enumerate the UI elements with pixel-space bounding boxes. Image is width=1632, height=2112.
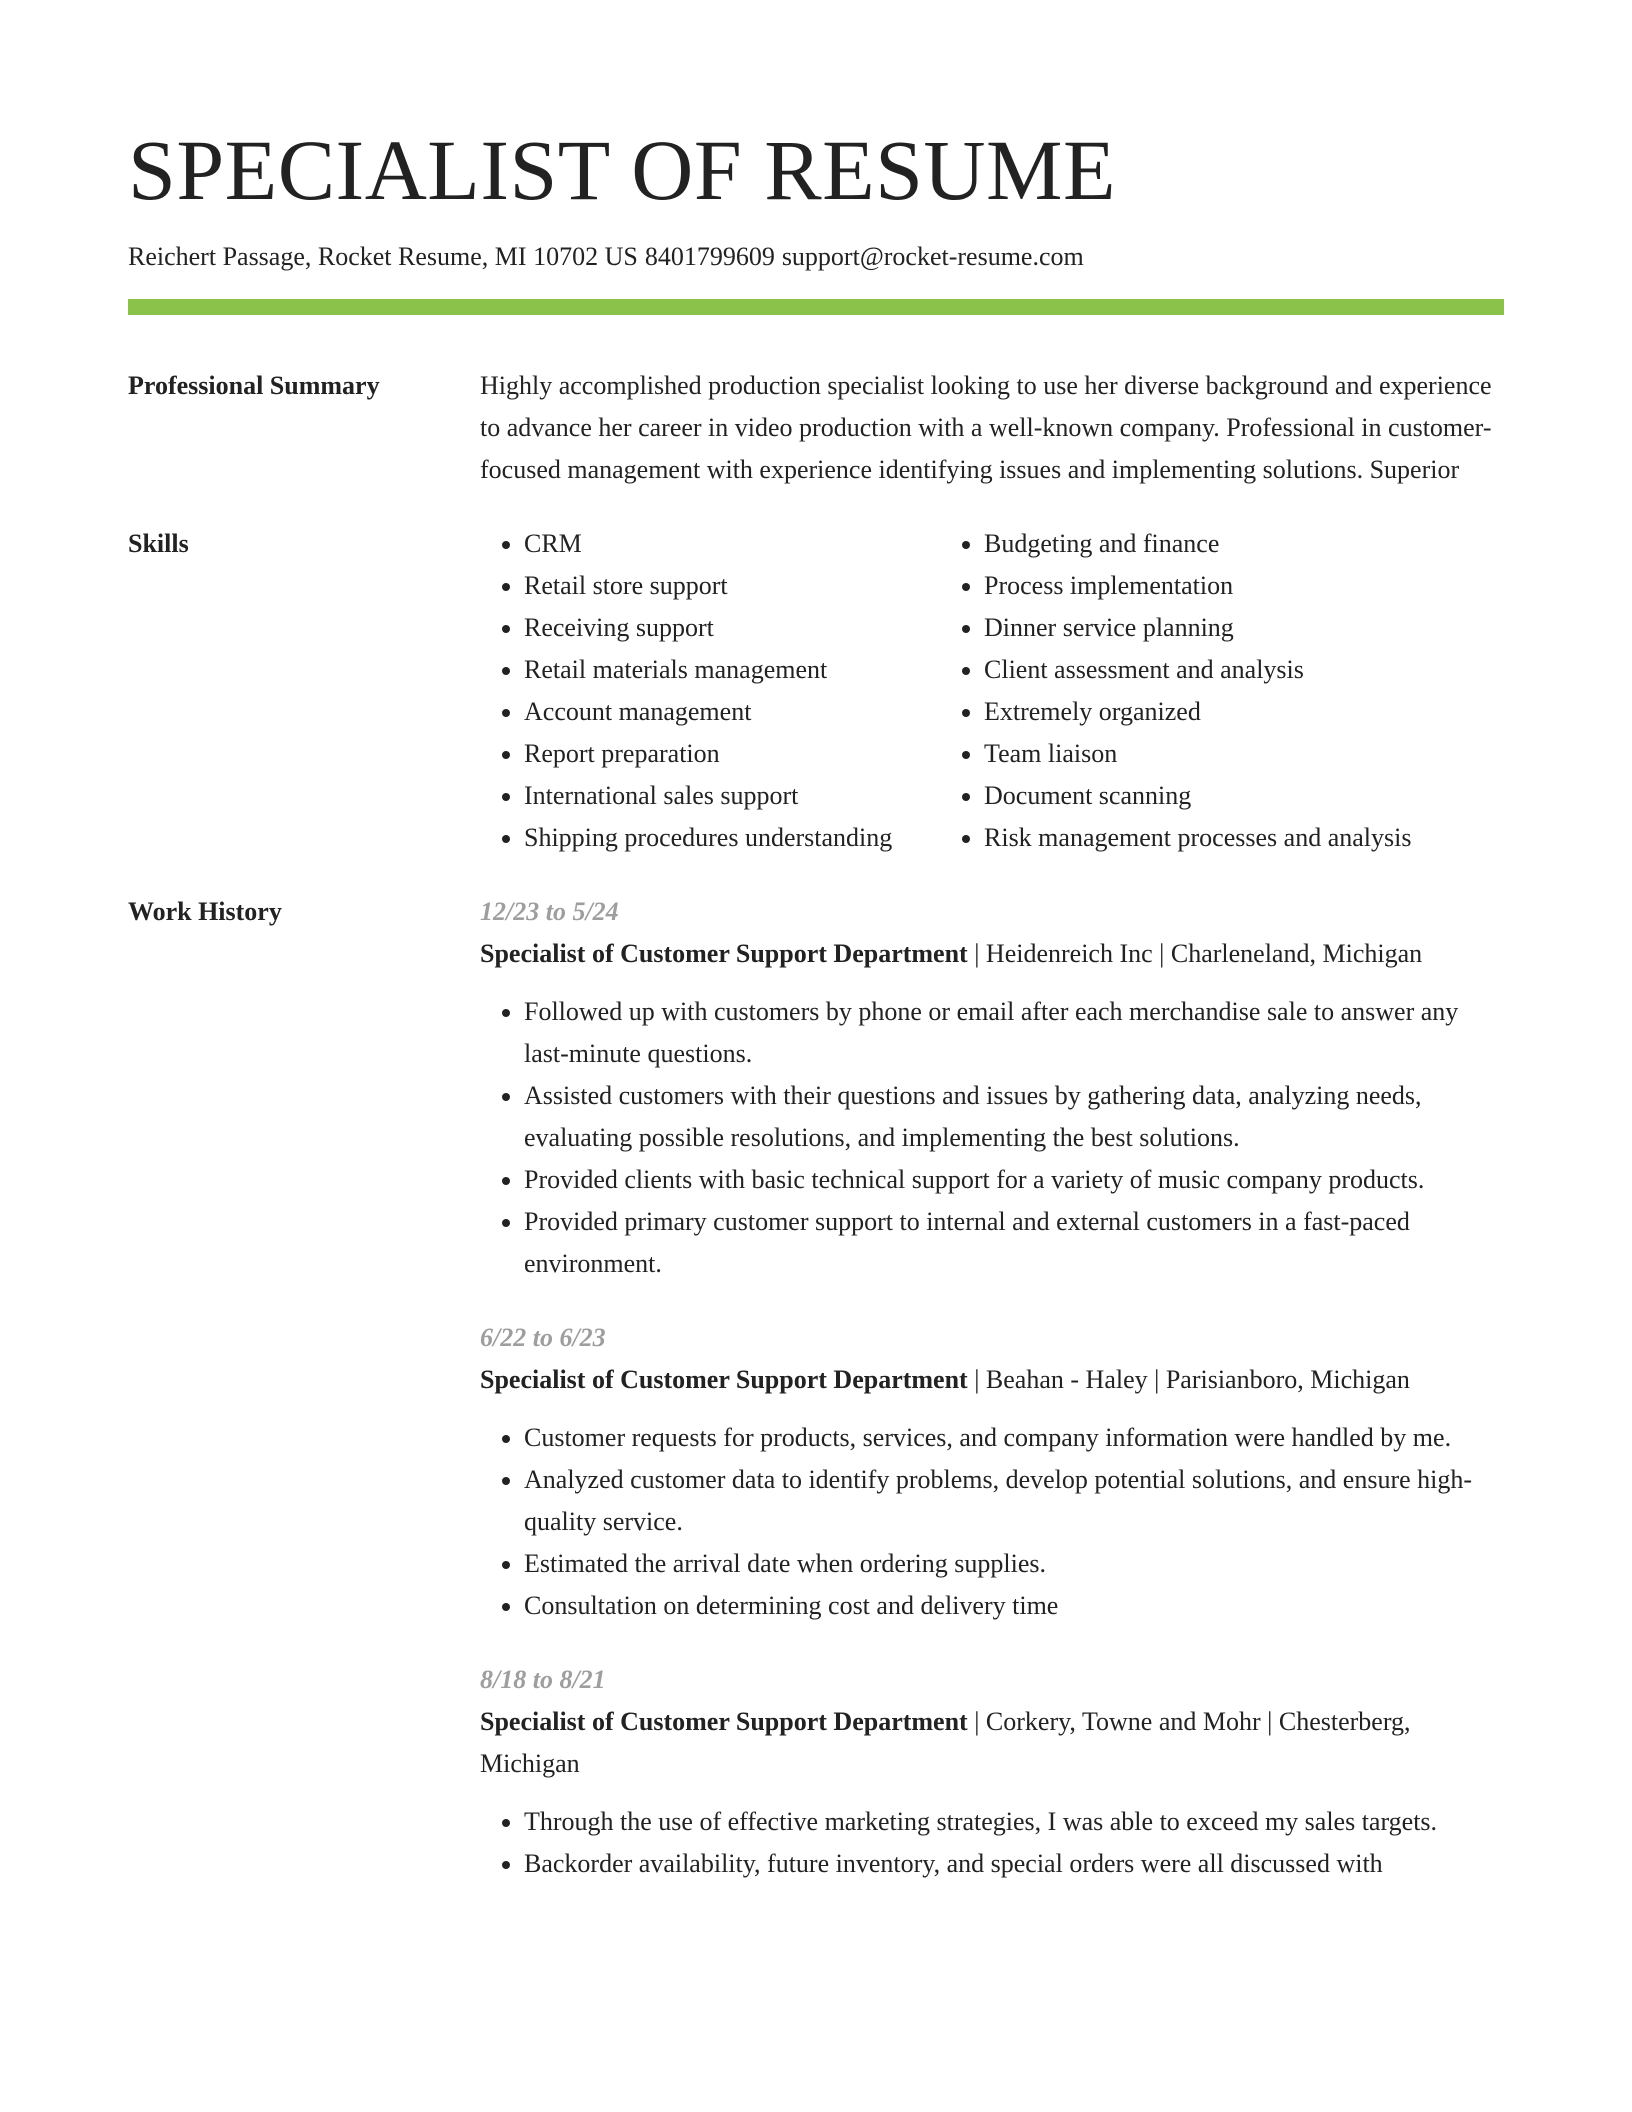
job-bullet: • Backorder availability, future inventory, and special orders were all discussed with bbox=[524, 1843, 1504, 1885]
resume-page bbox=[128, 0, 1504, 1917]
job-bullet: • Followed up with customers by phone or email after each merchandise sale to answer any last-minute questions. bbox=[524, 991, 1504, 1075]
summary-text: Highly accomplished production specialist looking to use her diverse background and experience to advance her career in video production with a well-known company. Professional in customer-focused management with experience identifying issues and implementing solutions. Superior bbox=[480, 371, 1492, 484]
skill-item: • Dinner service planning bbox=[984, 607, 1504, 649]
job-heading bbox=[480, 1701, 1504, 1785]
skills-column-1 bbox=[480, 523, 940, 859]
skill-item: • Report preparation bbox=[524, 733, 940, 775]
work-history-heading: Work History bbox=[128, 897, 282, 926]
skill-item: • Account management bbox=[524, 691, 940, 733]
job-heading bbox=[480, 1359, 1504, 1401]
job-bullet: • Customer requests for products, services, and company information were handled by me. bbox=[524, 1417, 1504, 1459]
job-entry bbox=[480, 1659, 1504, 1885]
job-title: Specialist of Customer Support Department bbox=[480, 1707, 968, 1736]
skill-item: • Retail store support bbox=[524, 565, 940, 607]
skill-item: • CRM bbox=[524, 523, 940, 565]
contact-email: support@rocket-resume.com bbox=[781, 242, 1084, 271]
job-bullets bbox=[480, 991, 1504, 1285]
skill-item: • Shipping procedures understanding bbox=[524, 817, 940, 859]
job-entry bbox=[480, 891, 1504, 1285]
job-bullet: • Consultation on determining cost and delivery time bbox=[524, 1585, 1504, 1627]
job-dates: 12/23 to 5/24 bbox=[480, 897, 619, 926]
job-dates: 6/22 to 6/23 bbox=[480, 1323, 606, 1352]
skills-body bbox=[480, 523, 1504, 859]
skill-item: • Client assessment and analysis bbox=[984, 649, 1504, 691]
work-history-list bbox=[480, 891, 1504, 1917]
job-company-location: | Beahan - Haley | Parisianboro, Michigan bbox=[967, 1365, 1410, 1394]
skill-item: • Retail materials management bbox=[524, 649, 940, 691]
skill-item: • Extremely organized bbox=[984, 691, 1504, 733]
summary-section bbox=[128, 365, 1504, 491]
job-title: Specialist of Customer Support Department bbox=[480, 1365, 968, 1394]
job-bullets bbox=[480, 1801, 1504, 1885]
job-entry bbox=[480, 1317, 1504, 1627]
job-bullets bbox=[480, 1417, 1504, 1627]
header-divider bbox=[128, 299, 1504, 315]
skill-item: • Budgeting and finance bbox=[984, 523, 1504, 565]
job-heading bbox=[480, 933, 1504, 975]
skills-column-2 bbox=[940, 523, 1504, 859]
job-bullet: • Analyzed customer data to identify problems, develop potential solutions, and ensure high-quality service. bbox=[524, 1459, 1504, 1543]
skills-section bbox=[128, 523, 1504, 859]
job-title: Specialist of Customer Support Department bbox=[480, 939, 968, 968]
job-bullet: • Provided clients with basic technical support for a variety of music company products. bbox=[524, 1159, 1504, 1201]
skills-heading: Skills bbox=[128, 529, 189, 558]
resume-name: SPECIALIST OF RESUME bbox=[128, 122, 1117, 218]
contact-address: Reichert Passage, Rocket Resume, MI 10702 US bbox=[128, 242, 638, 271]
contact-phone: 8401799609 bbox=[644, 242, 775, 271]
job-bullet: • Assisted customers with their questions and issues by gathering data, analyzing needs, evaluating possible resolutions, and implementing the best solutions. bbox=[524, 1075, 1504, 1159]
job-bullet: • Through the use of effective marketing strategies, I was able to exceed my sales targets. bbox=[524, 1801, 1504, 1843]
summary-heading: Professional Summary bbox=[128, 371, 380, 400]
job-dates: 8/18 to 8/21 bbox=[480, 1665, 606, 1694]
skill-item: • Receiving support bbox=[524, 607, 940, 649]
skill-item: • Risk management processes and analysis bbox=[984, 817, 1504, 859]
job-bullet: • Provided primary customer support to internal and external customers in a fast-paced environment. bbox=[524, 1201, 1504, 1285]
contact-line bbox=[128, 242, 1504, 272]
job-bullet: • Estimated the arrival date when ordering supplies. bbox=[524, 1543, 1504, 1585]
job-company-location: | Corkery, Towne and Mohr | Chesterberg, Michigan bbox=[480, 1707, 1411, 1778]
job-company-location: | Heidenreich Inc | Charleneland, Michigan bbox=[967, 939, 1423, 968]
skill-item: • Process implementation bbox=[984, 565, 1504, 607]
skill-item: • Team liaison bbox=[984, 733, 1504, 775]
skills-columns bbox=[480, 523, 1504, 859]
skill-item: • Document scanning bbox=[984, 775, 1504, 817]
skill-item: • International sales support bbox=[524, 775, 940, 817]
work-history-section bbox=[128, 891, 1504, 1917]
